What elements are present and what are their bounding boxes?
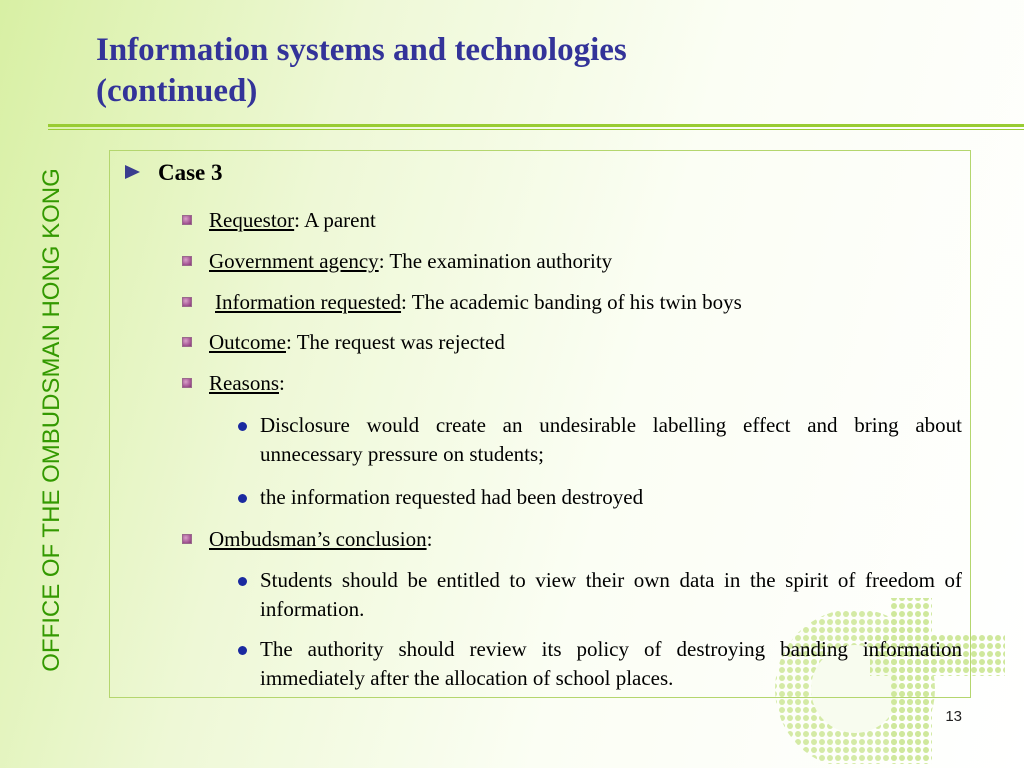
square-bullet-icon xyxy=(182,297,192,307)
item-label: Information requested xyxy=(215,290,402,314)
square-bullet-icon xyxy=(182,256,192,266)
item-value: : The request was rejected xyxy=(285,330,505,354)
title-rule-thin xyxy=(48,129,1024,130)
list-item-reasons xyxy=(182,371,285,396)
item-label: Government agency xyxy=(209,249,379,273)
list-item-information xyxy=(182,290,742,315)
list-item-conclusion xyxy=(182,527,432,552)
title-line-1: Information systems and technologies xyxy=(96,32,627,68)
item-label: Requestor xyxy=(209,208,295,232)
list-item-requestor xyxy=(182,208,376,233)
conclusion-item: Students should be entitled to view their own data in the spirit of freedom of information. xyxy=(238,566,962,624)
conclusion-item: The authority should review its policy of destroying banding information immediately after the allocation of school places. xyxy=(238,635,962,693)
item-value: : The examination authority xyxy=(378,249,613,273)
item-value: : The academic banding of his twin boys xyxy=(401,290,742,314)
item-label: Reasons xyxy=(209,371,279,395)
sidebar-org-name: OFFICE OF THE OMBUDSMAN HONG KONG xyxy=(38,168,65,672)
reason-item: Disclosure would create an undesirable labelling effect and bring about unnecessary pressure on students; xyxy=(238,411,962,469)
slide-title xyxy=(96,30,896,112)
case-heading: Case 3 xyxy=(125,160,223,186)
square-bullet-icon xyxy=(182,337,192,347)
round-bullet-icon xyxy=(238,422,247,431)
reason-item: the information requested had been destroyed xyxy=(238,483,962,512)
item-value: : A parent xyxy=(294,208,376,232)
item-value: : xyxy=(279,371,285,395)
square-bullet-icon xyxy=(182,534,192,544)
square-bullet-icon xyxy=(182,215,192,225)
item-value: : xyxy=(426,527,433,551)
round-bullet-icon xyxy=(238,646,247,655)
page-number: 13 xyxy=(945,708,962,725)
title-line-2: (continued) xyxy=(96,73,258,109)
title-rule-thick xyxy=(48,124,1024,127)
list-item-agency xyxy=(182,249,612,274)
list-item-outcome xyxy=(182,330,505,355)
item-label: Outcome xyxy=(209,330,286,354)
square-bullet-icon xyxy=(182,378,192,388)
triangle-bullet-icon xyxy=(125,165,140,179)
item-label: Ombudsman’s conclusion xyxy=(209,527,427,551)
round-bullet-icon xyxy=(238,577,247,586)
round-bullet-icon xyxy=(238,494,247,503)
